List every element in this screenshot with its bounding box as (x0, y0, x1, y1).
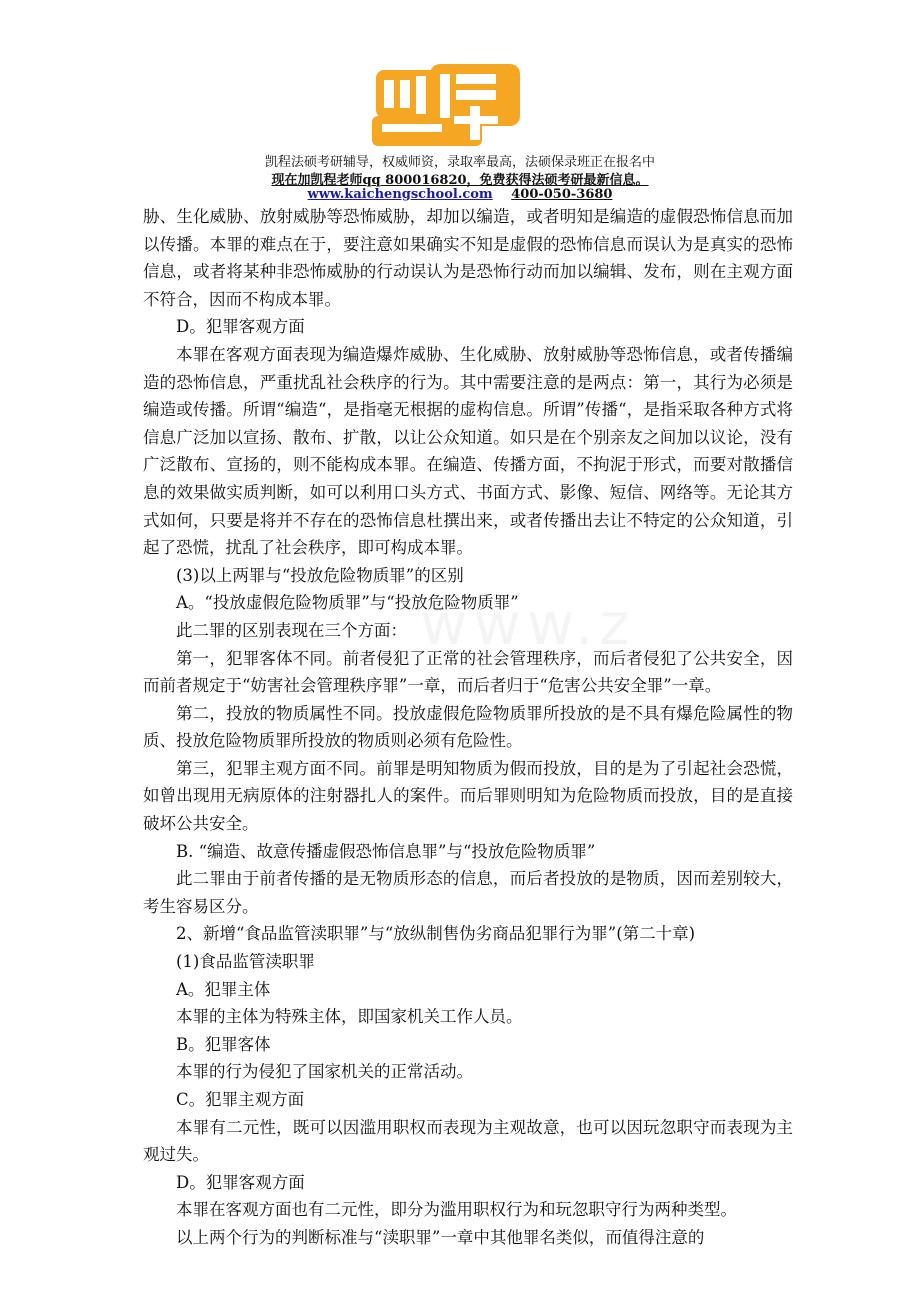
paragraph: 第三，犯罪主观方面不同。前罪是明知物质为假而投放，目的是为了引起社会恐慌，如曾出现用无病原体的注射器扎人的案件。而后罪则明知为危险物质而投放，目的是直接破坏公共安全。 (143, 758, 793, 834)
paragraph: D。犯罪客观方面 (176, 317, 305, 337)
header-links (0, 187, 920, 202)
header-tagline: 凯程法硕考研辅导，权威师资，录取率最高，法硕保录班正在报名中 (264, 155, 655, 170)
paragraph: A。“投放虚假危险物质罪”与“投放危险物质罪” (176, 593, 519, 613)
paragraph: 以上两个行为的判断标准与“渎职罪”一章中其他罪名类似，而值得注意的 (176, 1227, 705, 1247)
paragraph: B. “编造、故意传播虚假恐怖信息罪”与“投放危险物质罪” (176, 841, 596, 861)
website-link[interactable]: www.kaichengschool.com (307, 187, 493, 202)
paragraph: D。犯罪客观方面 (176, 1172, 305, 1192)
paragraph: 此二罪的区别表现在三个方面： (176, 620, 407, 640)
paragraph: 本罪的主体为特殊主体，即国家机关工作人员。 (176, 1007, 523, 1027)
paragraph: 第二，投放的物质属性不同。投放虚假危险物质罪所投放的是不具有爆危险属性的物质、投放危险物质罪所投放的物质则必须有危险性。 (143, 703, 793, 751)
paragraph: 2、新增“食品监管渎职罪”与“放纵制售伪劣商品犯罪行为罪”(第二十章) (176, 924, 696, 944)
paragraph: 本罪有二元性，既可以因滥用职权而表现为主观故意，也可以因玩忽职守而表现为主观过失。 (143, 1117, 793, 1165)
paragraph: (3)以上两罪与“投放危险物质罪”的区别 (176, 565, 464, 585)
paragraph: 胁、生化威胁、放射威胁等恐怖威胁，却加以编造，或者明知是编造的虚假恐怖信息而加以传播。本罪的难点在于，要注意如果确实不知是虚假的恐怖信息而误认为是真实的恐怖信息，或者将某种非恐怖威胁的行动误认为是恐怖行动而加以编辑、发布，则在主观方面不符合，因而不构成本罪。 (143, 207, 793, 309)
paragraph: 本罪在客观方面也有二元性，即分为滥用职权行为和玩忽职守行为两种类型。 (176, 1200, 737, 1220)
paragraph: C。犯罪主观方面 (176, 1090, 305, 1109)
paragraph: B。犯罪客体 (176, 1034, 271, 1054)
header-contact-qq: 现在加凯程老师qq 800016820，免费获得法硕考研最新信息。 (271, 173, 649, 188)
phone-number: 400-050-3680 (511, 187, 613, 202)
document-body (143, 203, 793, 1252)
paragraph: 此二罪由于前者传播的是无物质形态的信息，而后者投放的是物质，因而差别较大，考生容易区分。 (143, 869, 793, 916)
paragraph: 本罪的行为侵犯了国家机关的正常活动。 (176, 1062, 473, 1082)
paragraph: 第一，犯罪客体不同。前者侵犯了正常的社会管理秩序，而后者侵犯了公共安全，因而前者规定于“妨害社会管理秩序罪”一章，而后者归于“危害公共安全罪”一章。 (143, 648, 793, 696)
kaicheng-logo (370, 60, 526, 152)
paragraph: 本罪在客观方面表现为编造爆炸威胁、生化威胁、放射威胁等恐怖信息，或者传播编造的恐怖信息，严重扰乱社会秩序的行为。其中需要注意的是两点：第一，其行为必须是编造或传播。所谓“编造“，是指毫无根据的虚构信息。所谓”传播“，是指采取各种方式将信息广泛加以宣扬、散布、扩散，以让公众知道。如只是在个别亲友之间加以议论，没有广泛散布、宣扬的，则不能构成本罪。在编造、传播方面，不拘泥于形式，而要对散播信息的效果做实质判断，如可以利用口头方式、书面方式、影像、短信、网络等。无论其方式如何，只要是将并不存在的恐怖信息杜撰出来，或者传播出去让不特定的公众知道，引起了恐慌，扰乱了社会秩序，即可构成本罪。 (143, 344, 793, 558)
paragraph: A。犯罪主体 (176, 979, 271, 999)
paragraph: (1)食品监管渎职罪 (176, 952, 315, 972)
logo-text: 凯程 (430, 110, 432, 111)
